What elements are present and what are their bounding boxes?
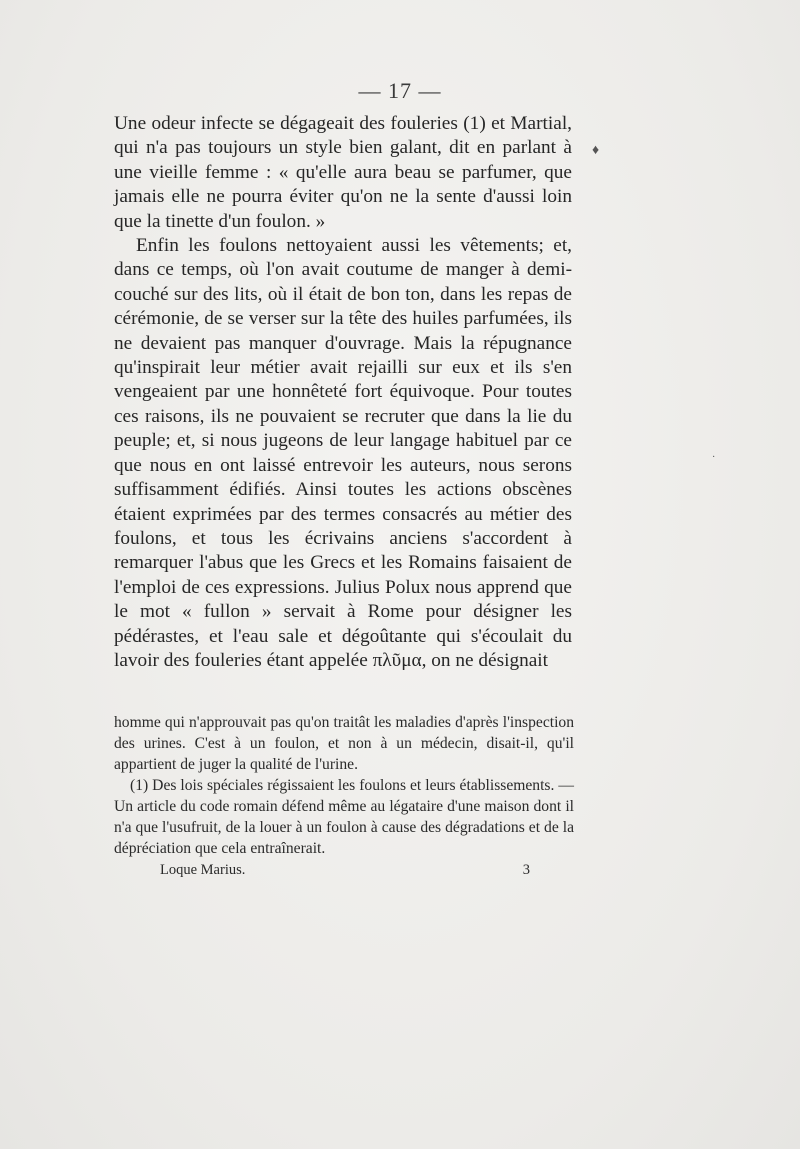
paragraph-1: Une odeur infecte se dégageait des fouleries (1) et Martial, qui n'a pas toujours un style bien galant, dit en parlant à une vieille femme : « qu'elle aura beau se parfumer, que jamais elle ne pourra éviter qu'on ne la sente d'aussi loin que la tinette d'un foulon. » <box>114 113 572 232</box>
footnote <box>114 775 574 859</box>
margin-dot-icon: · <box>712 452 716 463</box>
page-number-header: — 17 — <box>358 78 442 103</box>
main-text <box>114 112 572 673</box>
margin-mark-icon: ♦ <box>592 143 600 158</box>
signature-number: 3 <box>522 862 530 878</box>
signature-author: Loque Marius. <box>160 862 246 878</box>
footnote-text: (1) Des lois spéciales régissaient les foulons et leurs établissements. — Un article du code romain défend même au légataire d'une maison dont il n'a que l'usufruit, de la louer à un foulon à cause des dégradations et de la dépréciation que cela entraînerait. <box>114 777 574 857</box>
small-print-continuation: homme qui n'approuvait pas qu'on traitât les maladies d'après l'inspection des urines. C'est à un foulon, et non à un médecin, disait-il, qu'il appartient de juger la qualité de l'urine. <box>114 714 574 773</box>
paragraph-2: Enfin les foulons nettoyaient aussi les vêtements; et, dans ce temps, où l'on avait coutume de manger à demi-couché sur des lits, où il était de bon ton, dans les repas de cérémonie, de se verser sur la tête des huiles parfumées, ils ne devaient pas manquer d'ouvrage. Mais la répugnance qu'inspirait leur métier avait rejailli sur eux et ils s'en vengeaient par une honnêteté fort équivoque. Pour toutes ces raisons, ils ne pouvaient se recruter que dans la lie du peuple; et, si nous jugeons de leur langage habituel par ce que nous en ont laissé entrevoir les auteurs, nous serons suffisamment édifiés. Ainsi toutes les actions obscènes étaient exprimées par des termes consacrés au métier des foulons, et tous les écrivains anciens s'accordent à remarquer l'abus que les Grecs et les Romains faisaient de l'emploi de ces expressions. Julius Polux nous apprend que le mot « fullon » servait à Rome pour désigner les pédérastes, et l'eau sale et dégoûtante qui s'écoulait du lavoir des fouleries étant appelée πλῦμα, on ne désignait <box>114 235 572 671</box>
